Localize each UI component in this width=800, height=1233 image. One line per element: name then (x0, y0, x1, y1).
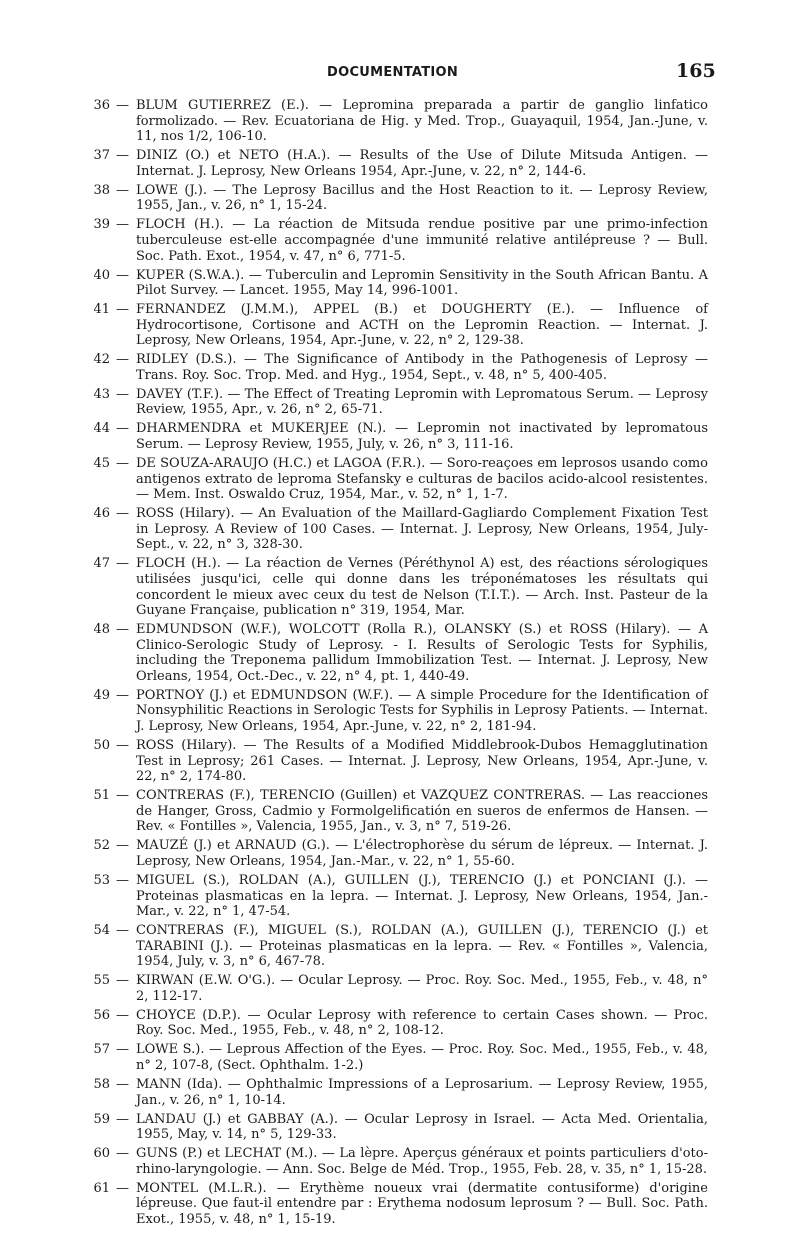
entry-dash: — (116, 738, 129, 754)
entry-dash: — (116, 217, 129, 233)
reference-entry (0, 1077, 800, 1108)
reference-entry (0, 268, 800, 299)
page-number: 165 (676, 60, 716, 82)
entry-text: MIGUEL (S.), ROLDAN (A.), GUILLEN (J.), TERENCIO (J.) et PONCIANI (J.). — Proteinas plasmaticas en la lepra. — Internat. J. Leprosy, New Orleans, 1954, Jan.-Mar., v. 22, n° 1, 47-54. (136, 872, 708, 920)
entry-dash: — (116, 1180, 129, 1196)
reference-entry (0, 1042, 800, 1073)
reference-entry (0, 1008, 800, 1039)
entry-text: ROSS (Hilary). — An Evaluation of the Maillard-Gagliardo Complement Fixation Test in Leprosy. A Review of 100 Cases. — Internat. J. Leprosy, New Orleans, 1954, July-Sept., v. 22, n° 3, 328-30. (136, 506, 708, 553)
entry-text: GUNS (P.) et LECHAT (M.). — La lèpre. Aperçus généraux et points particuliers d'oto-rhino-laryngologie. — Ann. Soc. Belge de Méd. Trop., 1955, Feb. 28, v. 35, n° 1, 15-28. (136, 1146, 708, 1177)
entry-text: LOWE S.). — Leprous Affection of the Eyes. — Proc. Roy. Soc. Med., 1955, Feb., v. 48, n° 2, 107-8, (Sect. Ophthalm. 1-2.) (136, 1042, 708, 1074)
entry-number: 52 (93, 838, 110, 854)
entry-text: MONTEL (M.L.R.). — Erythème noueux vrai (dermatite contusiforme) d'origine lépreuse. Que faut-il entendre par : Erythema nodosum leprosum ? — Bull. Soc. Path. Exot., 1955, v. 48, n° 1, 15-19. (136, 1180, 708, 1227)
entry-number: 47 (93, 556, 110, 572)
reference-entry (0, 556, 800, 618)
reference-entry (0, 456, 800, 503)
entry-dash: — (116, 788, 129, 804)
reference-entry (0, 873, 800, 920)
entry-number: 59 (93, 1111, 110, 1127)
reference-entry (0, 1146, 800, 1177)
reference-entry (0, 1112, 800, 1143)
entry-dash: — (116, 556, 129, 572)
entry-text: DE SOUZA-ARAUJO (H.C.) et LAGOA (F.R.). — Soro-reaçoes em leprosos usando como antigenos extrato de leproma Stefansky e culturas de bacilos acido-alcool resistentes. — Mem. Inst. Oswaldo Cruz, 1954, Mar., v. 52, n° 1, 1-7. (136, 455, 708, 503)
entry-number: 41 (93, 302, 110, 318)
entry-number: 50 (93, 738, 110, 754)
reference-entry (0, 387, 800, 418)
reference-entry (0, 506, 800, 553)
entry-number: 40 (93, 267, 110, 283)
reference-entry (0, 838, 800, 869)
entry-text: EDMUNDSON (W.F.), WOLCOTT (Rolla R.), OLANSKY (S.) et ROSS (Hilary). — A Clinico-Serologic Study of Leprosy. - I. Results of Serologic Tests for Syphilis, including the Treponema pallidum Immobilization Test. — Internat. J. Leprosy, New Orleans, 1954, Oct.-Dec., v. 22, n° 4, pt. 1, 440-49. (136, 622, 708, 684)
entry-text: RIDLEY (D.S.). — The Significance of Antibody in the Pathogenesis of Leprosy — Trans. Roy. Soc. Trop. Med. and Hyg., 1954, Sept., v. 48, n° 5, 400-405. (136, 352, 708, 383)
entry-dash: — (116, 148, 129, 164)
entry-number: 54 (93, 923, 110, 939)
entry-text: CONTRERAS (F.), TERENCIO (Guillen) et VAZQUEZ CONTRERAS. — Las reacciones de Hanger, Gross, Cadmio y Formolgelificatión en sueros de enfermos de Hansen. — Rev. « Fontilles », Valencia, 1955, Jan., v. 3, n° 7, 519-26. (136, 788, 708, 835)
entry-number: 60 (93, 1146, 110, 1162)
reference-entry (0, 973, 800, 1004)
entry-dash: — (116, 973, 129, 989)
entry-text: ROSS (Hilary). — The Results of a Modified Middlebrook-Dubos Hemagglutination Test in Leprosy; 261 Cases. — Internat. J. Leprosy, New Orleans, 1954, Apr.-June, v. 22, n° 2, 174-80. (136, 738, 708, 785)
entry-dash: — (116, 98, 129, 113)
entry-number: 43 (93, 386, 110, 402)
entry-number: 45 (93, 455, 110, 471)
entry-text: FLOCH (H.). — La réaction de Mitsuda rendue positive par une primo-infection tuberculeuse est-elle accompagnée d'une immunité relative antilépreuse ? — Bull. Soc. Path. Exot., 1954, v. 47, n° 6, 771-5. (136, 217, 708, 264)
entry-dash: — (116, 1077, 129, 1093)
entry-number: 51 (93, 788, 110, 804)
entry-dash: — (116, 352, 129, 368)
entry-number: 49 (93, 687, 110, 703)
reference-entry (0, 217, 800, 264)
entry-dash: — (116, 923, 129, 939)
entry-text: MANN (Ida). — Ophthalmic Impressions of a Leprosarium. — Leprosy Review, 1955, Jan., v. 26, n° 1, 10-14. (136, 1077, 708, 1108)
entry-number: 53 (93, 872, 110, 888)
entry-text: CONTRERAS (F.), MIGUEL (S.), ROLDAN (A.), GUILLEN (J.), TERENCIO (J.) et TARABINI (J.). — Proteinas plasmaticas en la lepra. — Rev. « Fontilles », Valencia, 1954, July, v. 3, n° 6, 467-78. (136, 923, 708, 970)
entry-number: 37 (93, 148, 110, 164)
entry-dash: — (116, 386, 129, 402)
reference-entry (0, 688, 800, 735)
entry-dash: — (116, 506, 129, 522)
entry-text: FLOCH (H.). — La réaction de Vernes (Péréthynol A) est, des réactions sérologiques utilisées jusqu'ici, celle qui donne dans les tréponématoses les résultats qui concordent le mieux avec ceux du test de Nelson (T.I.T.). — Arch. Inst. Pasteur de la Guyane Française, publication n° 319, 1954, Mar. (136, 556, 708, 619)
entry-text: BLUM GUTIERREZ (E.). — Lepromina preparada a partir de ganglio linfatico formolizado. — Rev. Ecuatoriana de Hig. y Med. Trop., Guayaquil, 1954, Jan.-June, v. 11, nos 1/2, 106-10. (136, 98, 708, 145)
entry-dash: — (116, 1042, 129, 1058)
entry-text: LOWE (J.). — The Leprosy Bacillus and the Host Reaction to it. — Leprosy Review, 1955, Jan., v. 26, n° 1, 15-24. (136, 182, 708, 214)
reference-entry (0, 148, 800, 179)
entry-dash: — (116, 1007, 129, 1023)
reference-entry (0, 788, 800, 835)
entry-text: KIRWAN (E.W. O'G.). — Ocular Leprosy. — Proc. Roy. Soc. Med., 1955, Feb., v. 48, n° 2, 112-17. (136, 973, 708, 1004)
entry-number: 42 (93, 352, 110, 368)
entry-dash: — (116, 687, 129, 703)
entry-dash: — (116, 302, 129, 318)
running-title: DOCUMENTATION (327, 65, 459, 80)
entry-number: 48 (93, 622, 110, 638)
entry-number: 55 (93, 973, 110, 989)
entry-number: 61 (93, 1180, 110, 1196)
entry-dash: — (116, 182, 129, 198)
reference-entry (0, 622, 800, 684)
entry-dash: — (116, 1111, 129, 1127)
entry-text: PORTNOY (J.) et EDMUNDSON (W.F.). — A simple Procedure for the Identification of Nonsyphilitic Reactions in Serologic Tests for Syphilis in Leprosy Patients. — Internat. J. Leprosy, New Orleans, 1954, Apr.-June, v. 22, n° 2, 181-94. (136, 687, 708, 735)
page-header (0, 62, 800, 86)
entry-text: KUPER (S.W.A.). — Tuberculin and Lepromin Sensitivity in the South African Bantu. A Pilot Survey. — Lancet. 1955, May 14, 996-1001. (136, 267, 708, 299)
reference-entry (0, 302, 800, 349)
entry-text: DAVEY (T.F.). — The Effect of Treating Lepromin with Lepromatous Serum. — Leprosy Review, 1955, Apr., v. 26, n° 2, 65-71. (136, 386, 708, 418)
entry-dash: — (116, 1146, 129, 1162)
entry-text: LANDAU (J.) et GABBAY (A.). — Ocular Leprosy in Israel. — Acta Med. Orientalia, 1955, May, v. 14, n° 5, 129-33. (136, 1111, 708, 1143)
entry-text: FERNANDEZ (J.M.M.), APPEL (B.) et DOUGHERTY (E.). — Influence of Hydrocortisone, Cortisone and ACTH on the Lepromin Reaction. — Internat. J. Leprosy, New Orleans, 1954, Apr.-June, v. 22, n° 2, 129-38. (136, 302, 708, 349)
entry-number: 57 (93, 1042, 110, 1058)
entry-dash: — (116, 838, 129, 854)
entry-text: DINIZ (O.) et NETO (H.A.). — Results of the Use of Dilute Mitsuda Antigen. — Internat. J. Leprosy, New Orleans 1954, Apr.-June, v. 22, n° 2, 144-6. (136, 148, 708, 179)
entry-dash: — (116, 421, 129, 437)
reference-entry (0, 923, 800, 970)
reference-entry (0, 738, 800, 785)
entry-text: CHOYCE (D.P.). — Ocular Leprosy with reference to certain Cases shown. — Proc. Roy. Soc. Med., 1955, Feb., v. 48, n° 2, 108-12. (136, 1007, 708, 1039)
entry-number: 44 (93, 421, 110, 437)
reference-entry (0, 1181, 800, 1228)
entry-number: 58 (93, 1077, 110, 1093)
entry-number: 46 (93, 506, 110, 522)
reference-list (0, 98, 800, 1231)
entry-number: 56 (93, 1007, 110, 1023)
entry-text: DHARMENDRA et MUKERJEE (N.). — Lepromin not inactivated by lepromatous Serum. — Leprosy Review, 1955, July, v. 26, n° 3, 111-16. (136, 421, 708, 452)
entry-number: 39 (93, 217, 110, 233)
entry-dash: — (116, 455, 129, 471)
entry-dash: — (116, 622, 129, 638)
entry-dash: — (116, 872, 129, 888)
entry-number: 38 (93, 182, 110, 198)
reference-entry (0, 183, 800, 214)
entry-number: 36 (93, 98, 110, 113)
reference-entry (0, 98, 800, 145)
entry-text: MAUZÉ (J.) et ARNAUD (G.). — L'électrophorèse du sérum de lépreux. — Internat. J. Leprosy, New Orleans, 1954, Jan.-Mar., v. 22, n° 1, 55-60. (136, 838, 708, 869)
entry-dash: — (116, 267, 129, 283)
reference-entry (0, 421, 800, 452)
reference-entry (0, 352, 800, 383)
